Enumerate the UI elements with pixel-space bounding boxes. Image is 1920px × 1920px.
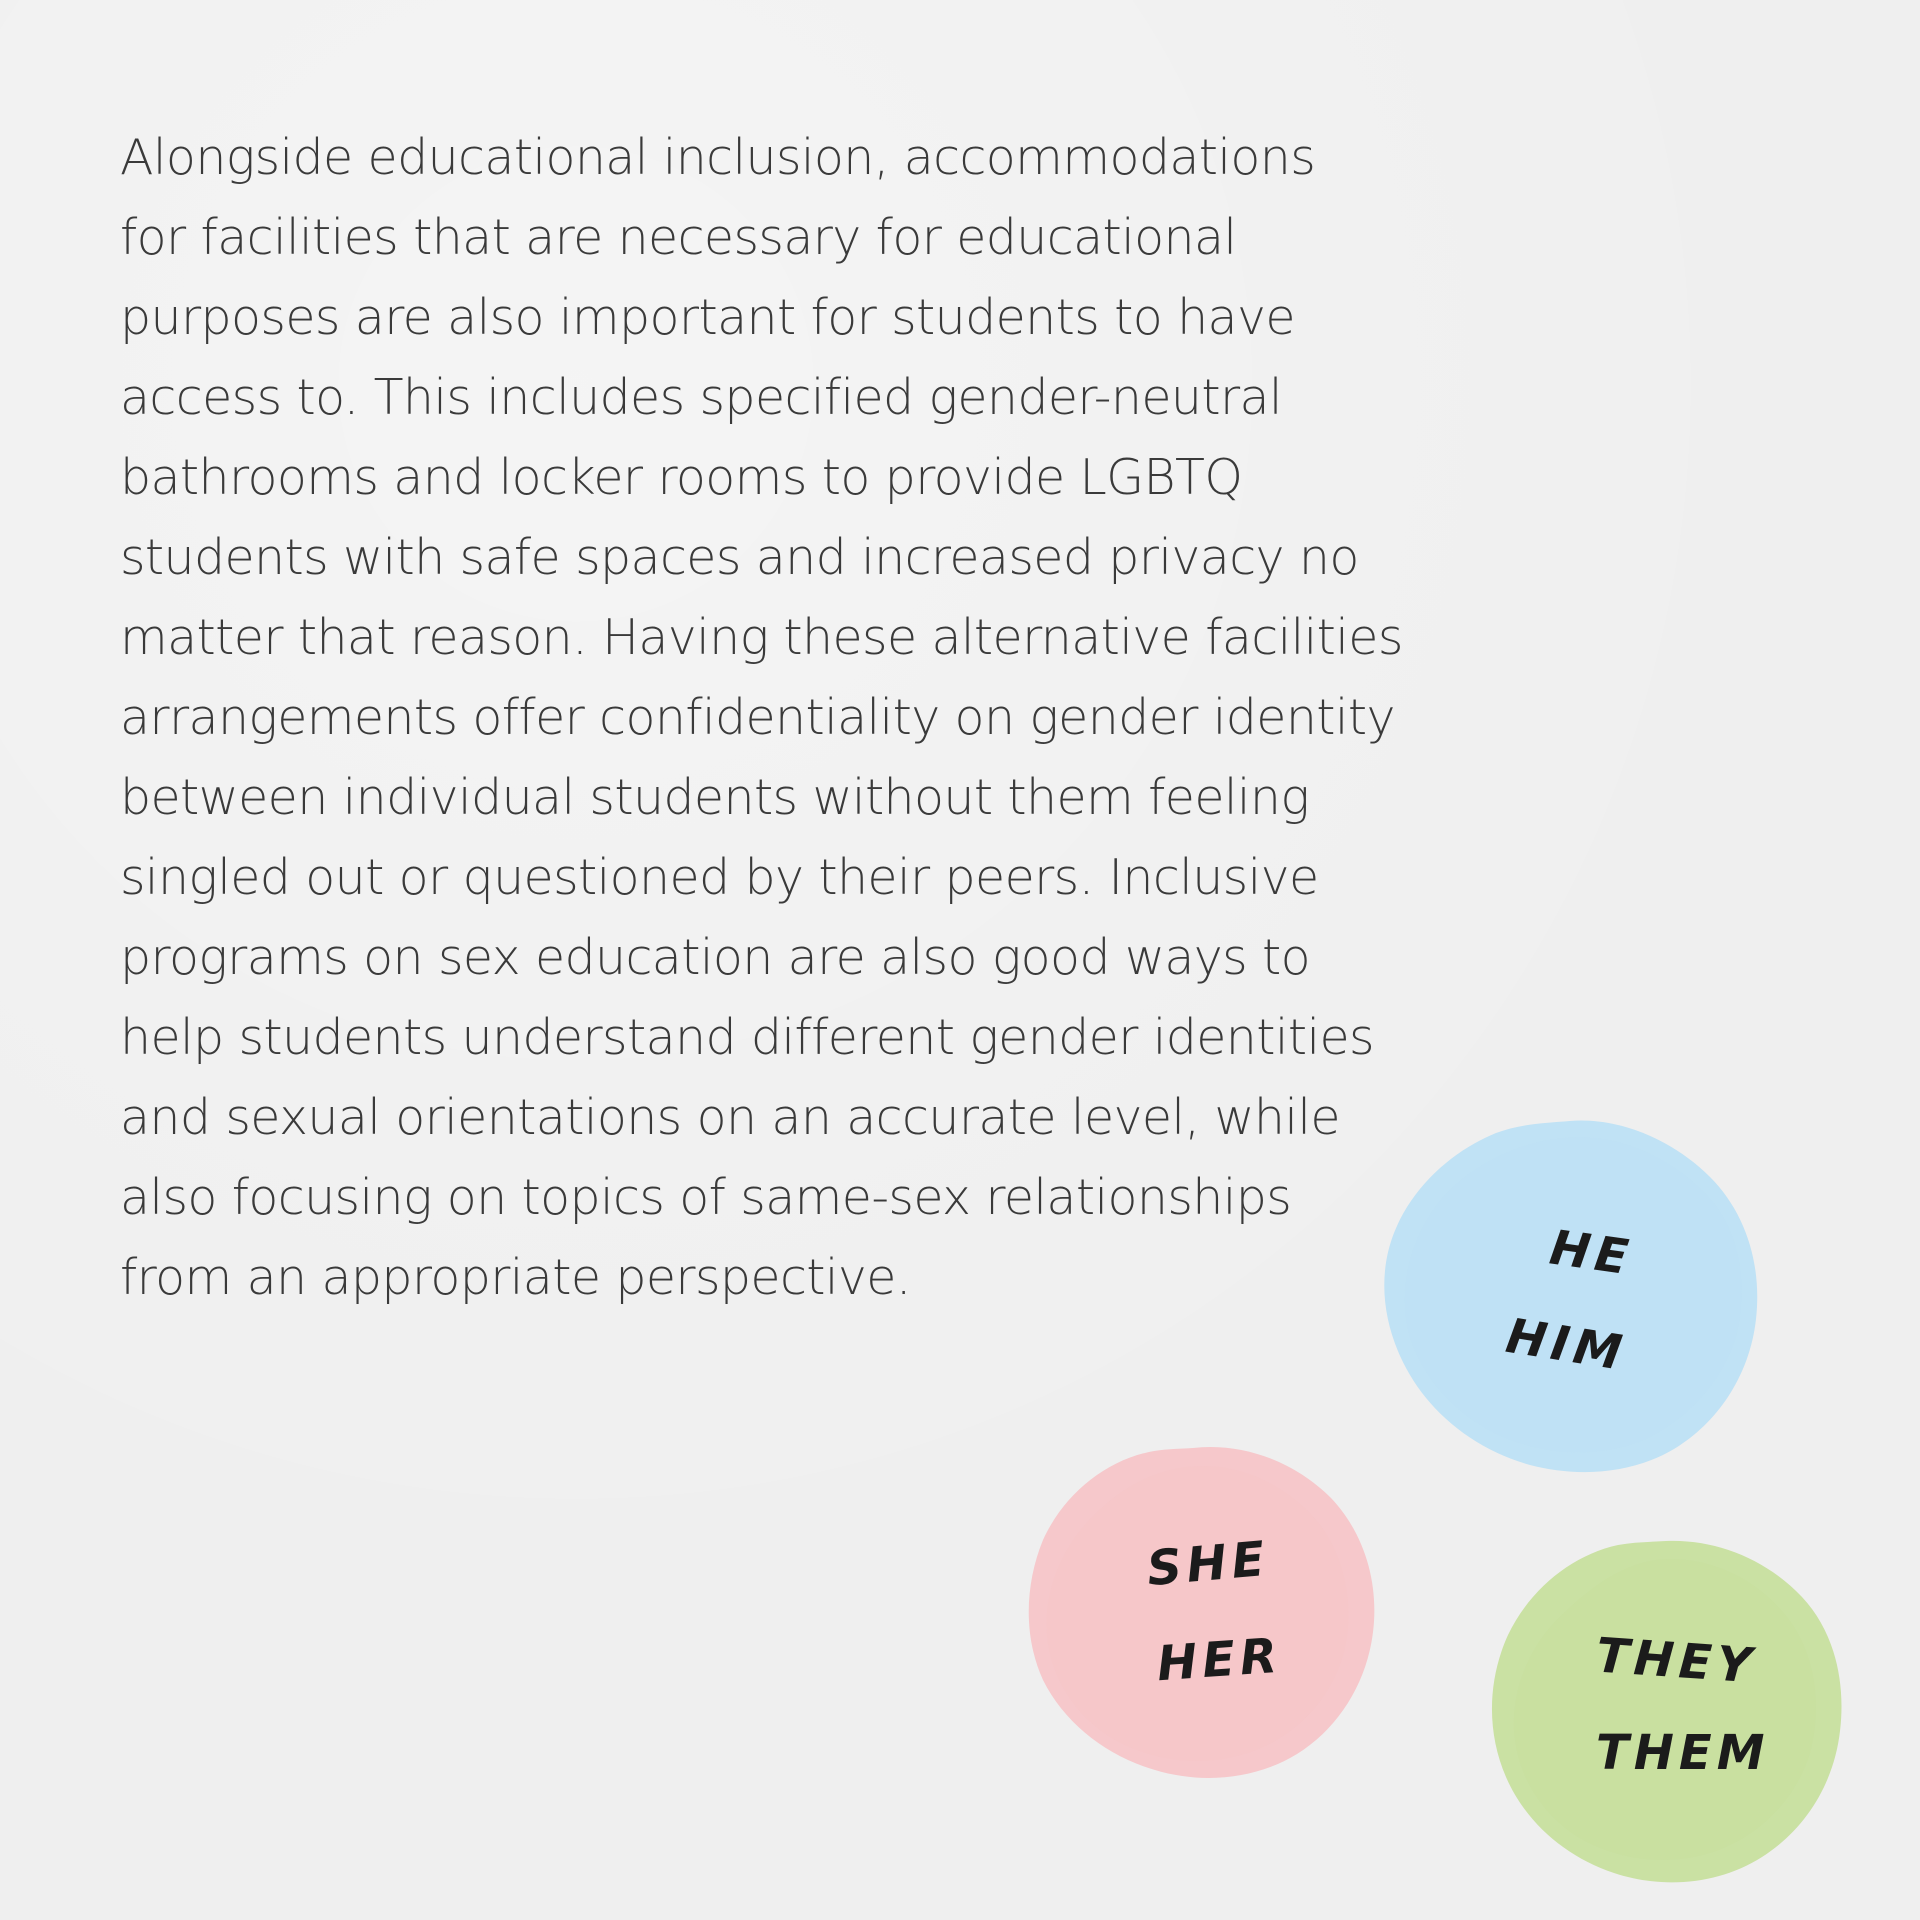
blue-watercolor-blob	[1380, 1115, 1762, 1475]
pronoun-them-label: THEM	[1596, 1725, 1770, 1781]
text-line: access to. This includes specified gender-neutral	[120, 369, 1282, 426]
text-line: for facilities that are necessary for educational	[120, 209, 1237, 266]
text-line: and sexual orientations on an accurate level, while	[120, 1089, 1340, 1146]
text-line: bathrooms and locker rooms to provide LGBTQ	[120, 449, 1243, 506]
text-line: students with safe spaces and increased privacy no	[120, 529, 1359, 586]
body-paragraph	[120, 118, 1403, 1318]
pronoun-he-label: HE	[1546, 1219, 1637, 1287]
text-line: singled out or questioned by their peers. Inclusive	[120, 849, 1319, 906]
pronoun-they-label: THEY	[1594, 1627, 1759, 1695]
pronoun-badge-they-them	[1490, 1535, 1842, 1885]
text-line: matter that reason. Having these alternative facilities	[120, 609, 1403, 666]
pronoun-badge-he-him	[1380, 1115, 1762, 1475]
pronoun-she-label: SHE	[1144, 1530, 1272, 1598]
text-line: from an appropriate perspective.	[120, 1249, 911, 1306]
text-line: programs on sex education are also good ways to	[120, 929, 1311, 986]
text-line: arrangements offer confidentiality on gender identity	[120, 689, 1395, 746]
green-watercolor-blob	[1490, 1535, 1842, 1885]
text-line: Alongside educational inclusion, accommodations	[120, 129, 1316, 186]
text-line: also focusing on topics of same-sex relationships	[120, 1169, 1292, 1226]
pronoun-her-label: HER	[1155, 1627, 1284, 1693]
text-line: purposes are also important for students to have	[120, 289, 1295, 346]
pronoun-him-label: HIM	[1502, 1307, 1631, 1383]
pronoun-badge-she-her	[1025, 1440, 1377, 1780]
text-line: between individual students without them feeling	[120, 769, 1310, 826]
pink-watercolor-blob	[1025, 1440, 1377, 1780]
text-line: help students understand different gender identities	[120, 1009, 1374, 1066]
